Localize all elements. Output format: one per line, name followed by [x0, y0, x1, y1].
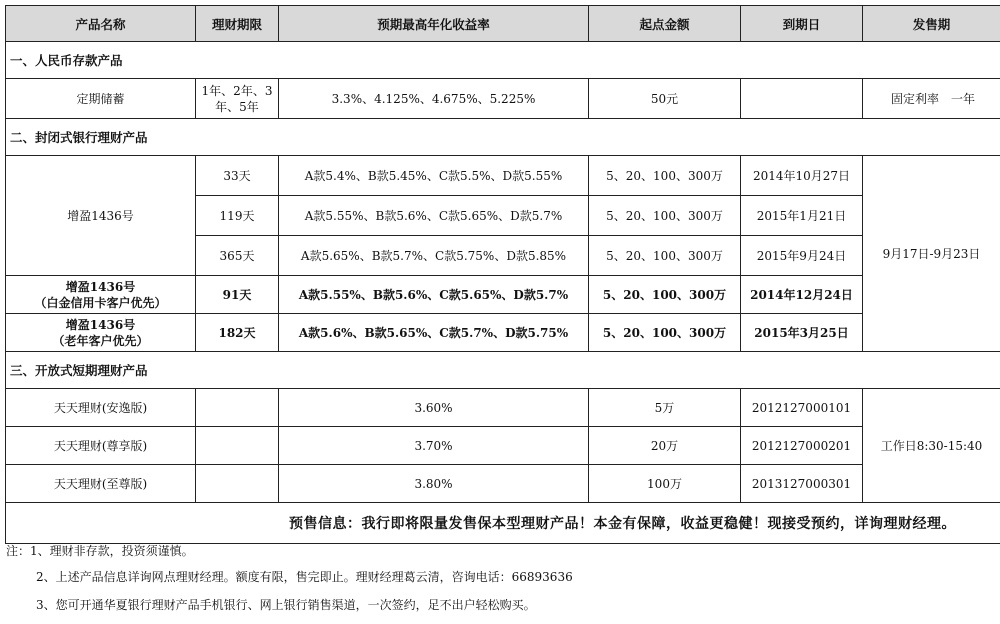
product-min-amount: 20万	[589, 427, 741, 465]
product-maturity: 2014年12月24日	[741, 276, 863, 314]
product-yield: A款5.65%、B款5.7%、C款5.75%、D款5.85%	[279, 236, 589, 276]
footnote-1: 注：1、理财非存款，投资须谨慎。	[6, 542, 996, 568]
col-header-min-amount: 起点金额	[589, 6, 741, 42]
product-term: 119天	[196, 196, 279, 236]
presale-info: 预售信息：我行即将限量发售保本型理财产品！本金有保障，收益更稳健！现接受预约，详询理财经理。	[6, 503, 1000, 544]
col-header-maturity: 到期日	[741, 6, 863, 42]
product-term	[196, 427, 279, 465]
product-yield: 3.80%	[279, 465, 589, 503]
product-sale-period: 固定利率 一年	[863, 79, 1000, 119]
product-min-amount: 5万	[589, 389, 741, 427]
product-name: 天天理财(尊享版)	[6, 427, 196, 465]
col-header-sale-period: 发售期	[863, 6, 1000, 42]
product-yield: A款5.6%、B款5.65%、C款5.7%、D款5.75%	[279, 314, 589, 352]
footnote-2: 2、上述产品信息详询网点理财经理。额度有限，售完即止。理财经理葛云清，咨询电话：66893636	[6, 568, 996, 596]
product-code: 2013127000301	[741, 465, 863, 503]
table-row	[6, 314, 1000, 352]
product-term: 1年、2年、3年、5年	[196, 79, 279, 119]
product-min-amount: 5、20、100、300万	[589, 196, 741, 236]
presale-row	[6, 503, 1000, 544]
footnotes	[6, 542, 996, 624]
table-row	[6, 79, 1000, 119]
table-row	[6, 427, 1000, 465]
table-row	[6, 276, 1000, 314]
section-title-open-products: 三、开放式短期理财产品	[6, 352, 1000, 389]
product-sale-period: 工作日8:30-15:40	[863, 389, 1000, 503]
section-row	[6, 42, 1000, 79]
product-code: 2012127000101	[741, 389, 863, 427]
col-header-yield: 预期最高年化收益率	[279, 6, 589, 42]
product-min-amount: 100万	[589, 465, 741, 503]
product-name: 天天理财(至尊版)	[6, 465, 196, 503]
product-term	[196, 465, 279, 503]
product-yield: 3.3%、4.125%、4.675%、5.225%	[279, 79, 589, 119]
footnote-3: 3、您可开通华夏银行理财产品手机银行、网上银行销售渠道，一次签约，足不出户轻松购买。	[6, 596, 996, 624]
product-name-line2: （白金信用卡客户优先）	[6, 295, 195, 311]
product-yield: A款5.55%、B款5.6%、C款5.65%、D款5.7%	[279, 276, 589, 314]
product-maturity: 2015年1月21日	[741, 196, 863, 236]
product-min-amount: 5、20、100、300万	[589, 276, 741, 314]
product-name	[6, 314, 196, 352]
product-maturity	[741, 79, 863, 119]
product-term: 182天	[196, 314, 279, 352]
product-yield: 3.70%	[279, 427, 589, 465]
product-term: 91天	[196, 276, 279, 314]
product-name: 定期储蓄	[6, 79, 196, 119]
table-header-row	[6, 6, 1000, 42]
product-name-line1: 增盈1436号	[6, 317, 195, 333]
product-min-amount: 5、20、100、300万	[589, 236, 741, 276]
section-title-closed-products: 二、封闭式银行理财产品	[6, 119, 1000, 156]
col-header-term: 理财期限	[196, 6, 279, 42]
section-row	[6, 352, 1000, 389]
product-min-amount: 5、20、100、300万	[589, 156, 741, 196]
product-min-amount: 50元	[589, 79, 741, 119]
product-name-line1: 增盈1436号	[6, 279, 195, 295]
section-row	[6, 119, 1000, 156]
product-term: 365天	[196, 236, 279, 276]
product-term	[196, 389, 279, 427]
table-row	[6, 156, 1000, 196]
product-yield: A款5.55%、B款5.6%、C款5.65%、D款5.7%	[279, 196, 589, 236]
product-min-amount: 5、20、100、300万	[589, 314, 741, 352]
product-maturity: 2015年3月25日	[741, 314, 863, 352]
product-sale-period: 9月17日-9月23日	[863, 156, 1000, 352]
table-row	[6, 389, 1000, 427]
table-row	[6, 465, 1000, 503]
product-name: 增盈1436号	[6, 156, 196, 276]
product-term: 33天	[196, 156, 279, 196]
product-yield: A款5.4%、B款5.45%、C款5.5%、D款5.55%	[279, 156, 589, 196]
wealth-products-table	[5, 5, 1000, 544]
product-name: 天天理财(安逸版)	[6, 389, 196, 427]
product-code: 2012127000201	[741, 427, 863, 465]
product-name	[6, 276, 196, 314]
section-title-rmb-deposit: 一、人民币存款产品	[6, 42, 1000, 79]
product-maturity: 2015年9月24日	[741, 236, 863, 276]
product-maturity: 2014年10月27日	[741, 156, 863, 196]
col-header-product-name: 产品名称	[6, 6, 196, 42]
product-name-line2: （老年客户优先）	[6, 333, 195, 349]
product-yield: 3.60%	[279, 389, 589, 427]
